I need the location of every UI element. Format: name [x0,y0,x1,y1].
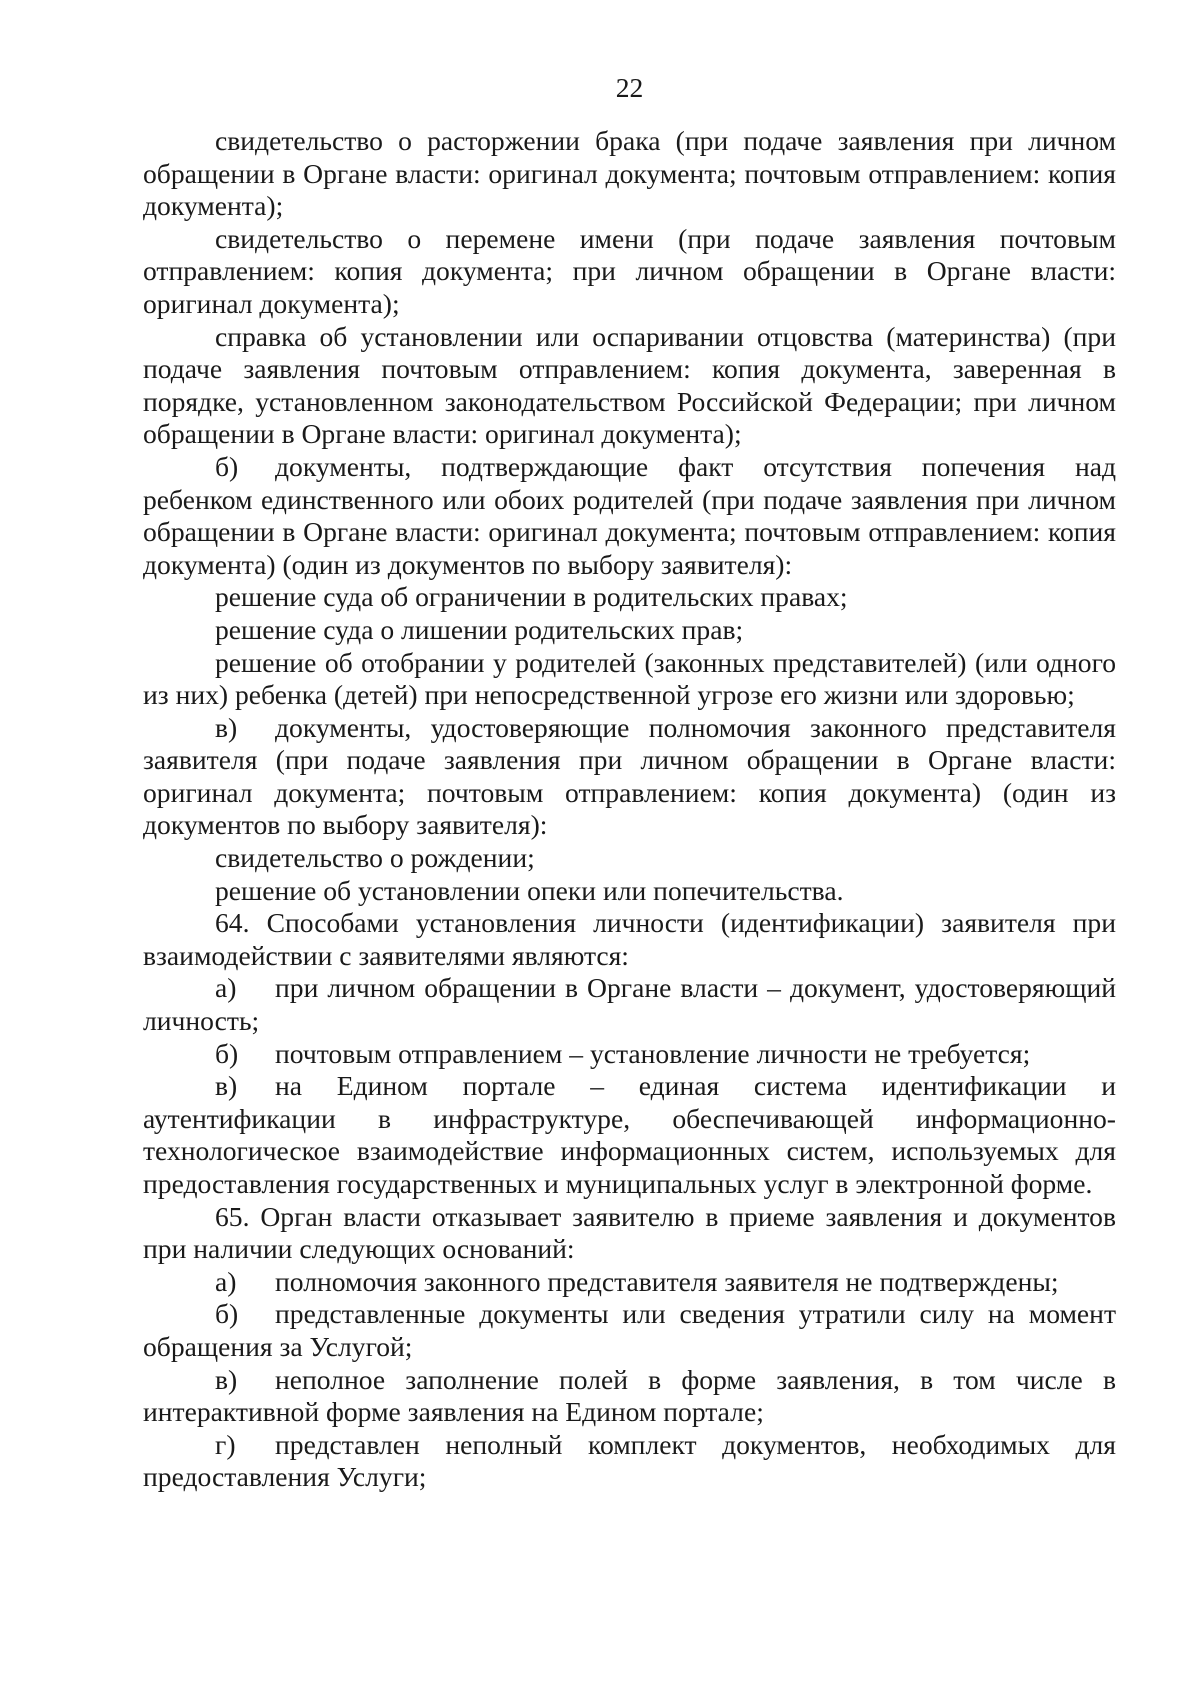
paragraph-64-identification-methods [143,907,1116,972]
list-item-text: представлен неполный комплект документов, необходимых для предоставления Услуги; [143,1428,1116,1493]
list-marker: а) [215,1265,237,1297]
list-marker: г) [215,1428,236,1460]
list-marker: в) [215,1070,238,1102]
list-item-v-unified-portal [143,1070,1116,1200]
paragraph-text: решение об установлении опеки или попечительства. [215,874,844,906]
page-number: 22 [615,72,644,103]
list-marker: б) [215,1298,239,1330]
list-item-text: документы, подтверждающие факт отсутствия попечения над ребенком единственного или обоих родителей (при подаче заявления при личном обращении в Органе власти: оригинал документа; почтовым отправлением: копия документа) (один из документов по выбору заявителя): [143,450,1116,580]
paragraph-court-deprivation [143,614,1116,647]
list-item-g-incomplete-documents [143,1429,1116,1494]
list-item-text: полномочия законного представителя заявителя не подтверждены; [275,1265,1059,1297]
list-item-text: на Едином портале – единая система идентификации и аутентификации в инфраструктуре, обеспечивающей информационно-технологическое взаимодействие информационных систем, используемых для предоставления государственных и муниципальных услуг в электронной форме. [143,1070,1116,1199]
list-item-text: неполное заполнение полей в форме заявления, в том числе в интерактивной форме заявления на Едином портале; [143,1363,1116,1428]
paragraph-text: решение суда о лишении родительских прав; [215,613,744,645]
paragraph-child-removal [143,647,1116,712]
list-marker: в) [215,711,238,743]
list-item-b-lack-of-care [143,451,1116,581]
paragraph-text: справка об установлении или оспаривании отцовства (материнства) (при подаче заявления почтовым отправлением: копия документа, заверенная в порядке, установленном законодательством Российской Федерации; при личном обращении в Органе власти: оригинал документа); [143,320,1116,450]
paragraph-text: решение об отобрании у родителей (законных представителей) (или одного из них) ребенка (детей) при непосредственной угрозе его жизни или здоровью; [143,646,1116,711]
document-body [143,125,1116,1494]
list-item-a-personal-visit [143,972,1116,1037]
list-item-b-documents-expired [143,1298,1116,1363]
list-item-text: почтовым отправлением – установление личности не требуется; [275,1037,1031,1069]
paragraph-birth-certificate [143,842,1116,875]
paragraph-divorce-certificate [143,125,1116,223]
list-item-text: при личном обращении в Органе власти – документ, удостоверяющий личность; [143,972,1116,1037]
paragraph-name-change-certificate [143,223,1116,321]
list-item-v-incomplete-form [143,1364,1116,1429]
paragraph-text: свидетельство о рождении; [215,842,535,874]
list-marker: б) [215,450,239,482]
paragraph-text: свидетельство о перемене имени (при подаче заявления почтовым отправлением: копия документа; при личном обращении в Органе власти: оригинал документа); [143,222,1116,319]
list-item-v-representative-authority [143,712,1116,842]
paragraph-text: свидетельство о расторжении брака (при подаче заявления при личном обращении в Органе власти: оригинал документа; почтовым отправлением: копия документа); [143,125,1116,222]
list-item-text: документы, удостоверяющие полномочия законного представителя заявителя (при подаче заявления при личном обращении в Органе власти: оригинал документа; почтовым отправлением: копия документа) (один из документов по выбору заявителя): [143,711,1116,841]
list-item-b-postal [143,1038,1116,1071]
paragraph-guardianship-decision [143,875,1116,908]
paragraph-paternity-certificate [143,321,1116,451]
paragraph-text: 64. Способами установления личности (идентификации) заявителя при взаимодействии с заявителями являются: [143,907,1116,971]
paragraph-court-restriction [143,581,1116,614]
paragraph-text: 65. Орган власти отказывает заявителю в приеме заявления и документов при наличии следующих оснований: [143,1200,1116,1265]
list-marker: а) [215,972,237,1004]
list-marker: б) [215,1037,239,1069]
document-page [143,0,1116,1697]
list-item-a-authority-not-confirmed [143,1266,1116,1299]
list-marker: в) [215,1363,238,1395]
paragraph-text: решение суда об ограничении в родительских правах; [215,581,848,613]
paragraph-65-refusal-grounds [143,1201,1116,1266]
list-item-text: представленные документы или сведения утратили силу на момент обращения за Услугой; [143,1298,1116,1362]
